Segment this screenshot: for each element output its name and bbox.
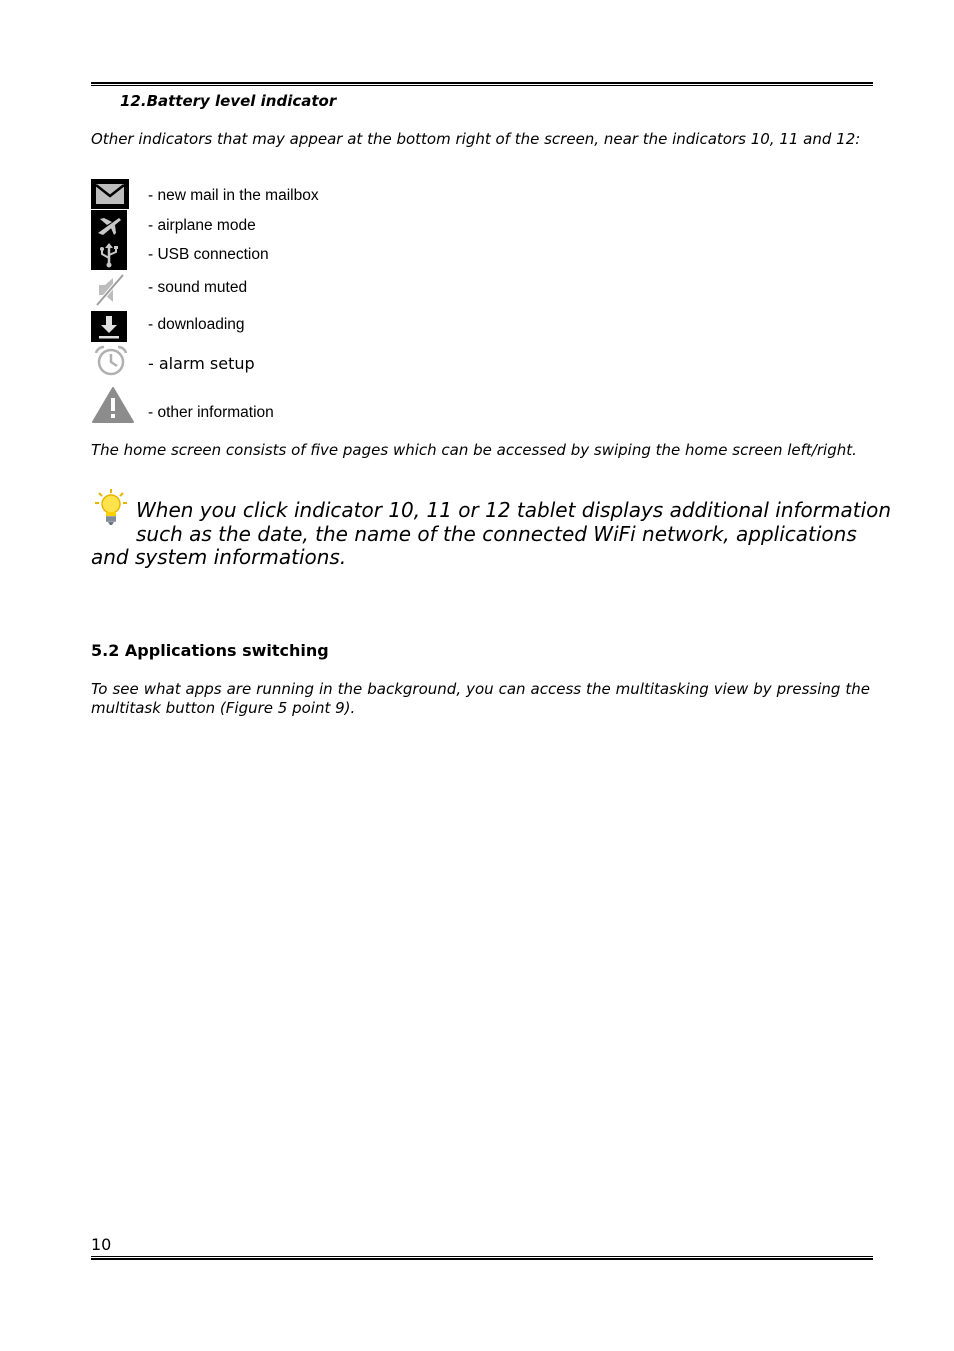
airplane-icon <box>91 210 127 240</box>
tip-line-3: and system informations. <box>91 545 347 569</box>
mail-icon <box>91 179 129 209</box>
indicator-label-sound: - sound muted <box>148 279 248 296</box>
indicator-label-airplane: - airplane mode <box>148 217 256 234</box>
tip-line-2: such as the date, the name of the connected WiFi network, applications <box>136 522 857 546</box>
tip-line-1: When you click indicator 10, 11 or 12 tablet displays additional information <box>136 498 892 522</box>
usb-icon <box>91 240 127 270</box>
warning-icon <box>91 386 135 424</box>
indicator-label-mail: - new mail in the mailbox <box>148 187 319 204</box>
sound-muted-icon <box>91 273 127 307</box>
indicator-label-usb: - USB connection <box>148 246 269 263</box>
download-icon <box>91 311 127 342</box>
indicator-label-alarm: - alarm setup <box>148 354 255 373</box>
item-heading: 12.Battery level indicator <box>120 92 337 110</box>
footer-rule <box>91 1256 873 1260</box>
section-paragraph: To see what apps are running in the background, you can access the multitasking view by pressing the multitask button (Figure 5 point 9). <box>91 680 870 717</box>
section-heading: 5.2 Applications switching <box>91 641 329 660</box>
home-screen-paragraph: The home screen consists of five pages which can be accessed by swiping the home screen left/right. <box>91 441 857 459</box>
page-number: 10 <box>91 1235 112 1254</box>
light-bulb-icon <box>93 488 129 526</box>
indicator-label-other: - other information <box>148 404 274 421</box>
alarm-clock-icon <box>93 344 129 378</box>
intro-paragraph: Other indicators that may appear at the bottom right of the screen, near the indicators 10, 11 and 12: <box>91 130 861 148</box>
header-rule <box>91 82 873 86</box>
indicator-label-download: - downloading <box>148 316 245 333</box>
